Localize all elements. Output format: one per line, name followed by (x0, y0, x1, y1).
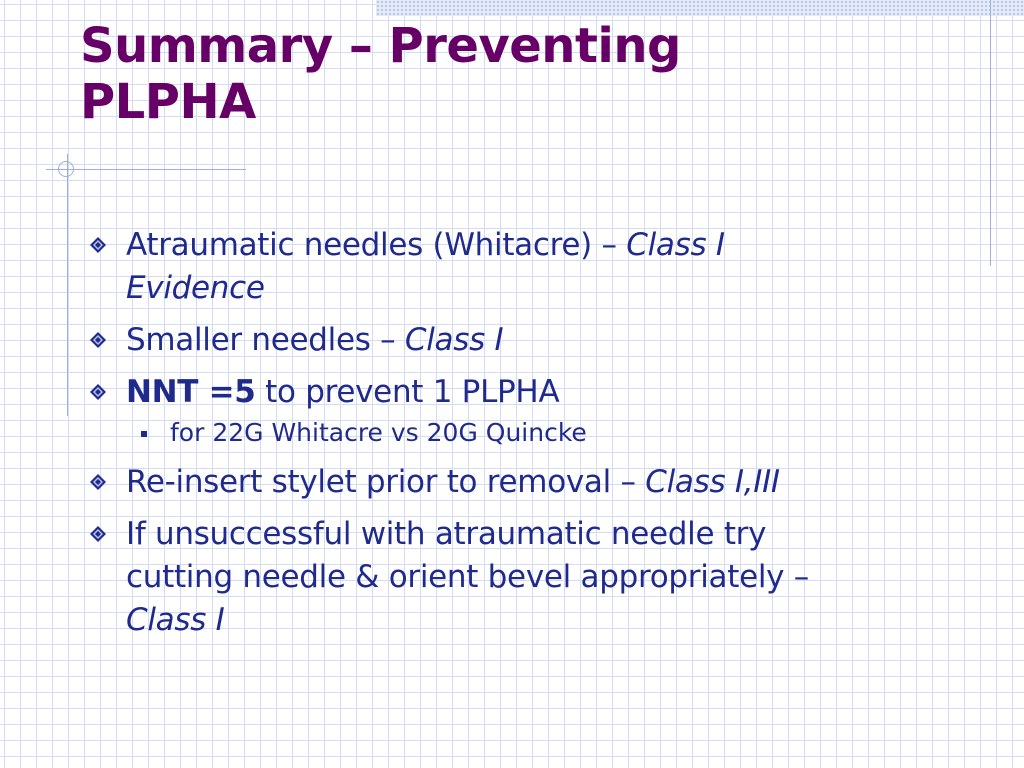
bullet-evidence-class: Class I (626, 227, 725, 263)
bullet-smaller-needles (88, 319, 988, 362)
diamond-bullet-icon (90, 474, 106, 490)
diamond-bullet-icon (90, 526, 106, 542)
bullet-atraumatic-needles (88, 224, 988, 310)
slide-title-line1: Summary – Preventing (80, 18, 681, 74)
slide-title-line2: PLPHA (80, 74, 256, 130)
bullet-evidence-class: Class I (404, 322, 504, 358)
bullet-text: Smaller needles – (126, 322, 405, 358)
square-bullet-icon (141, 431, 147, 437)
bullet-text: Re-insert stylet prior to removal – (126, 464, 646, 500)
bullet-evidence-word: Evidence (126, 270, 265, 306)
bullet-evidence-class: Class I,III (645, 464, 780, 500)
left-vertical-rule (67, 154, 68, 416)
bullet-reinsert-stylet (88, 461, 988, 504)
diamond-bullet-icon (90, 237, 106, 253)
subbullet-needle-comparison (88, 417, 988, 449)
bullet-text: Atraumatic needles (Whitacre) – (126, 227, 627, 263)
diamond-bullet-icon (90, 384, 106, 400)
subbullet-text: for 22G Whitacre vs 20G Quincke (170, 418, 587, 447)
bullet-nnt-value: NNT =5 (126, 374, 256, 410)
right-vertical-rule (990, 0, 991, 266)
title-horizontal-rule (46, 169, 246, 170)
diamond-bullet-icon (90, 332, 106, 348)
bullet-nnt (88, 371, 988, 414)
rule-ring-ornament (58, 161, 74, 177)
bullet-text: If unsuccessful with atraumatic needle try (126, 516, 767, 552)
bullet-text: to prevent 1 PLPHA (255, 374, 560, 410)
bullet-text-line2: cutting needle & orient bevel appropriately – (126, 559, 809, 595)
bullet-evidence-class: Class I (126, 602, 225, 638)
top-decorative-band (376, 0, 1024, 16)
bullet-cutting-needle (88, 513, 988, 642)
bullet-list (88, 224, 988, 651)
slide-title (80, 18, 681, 130)
